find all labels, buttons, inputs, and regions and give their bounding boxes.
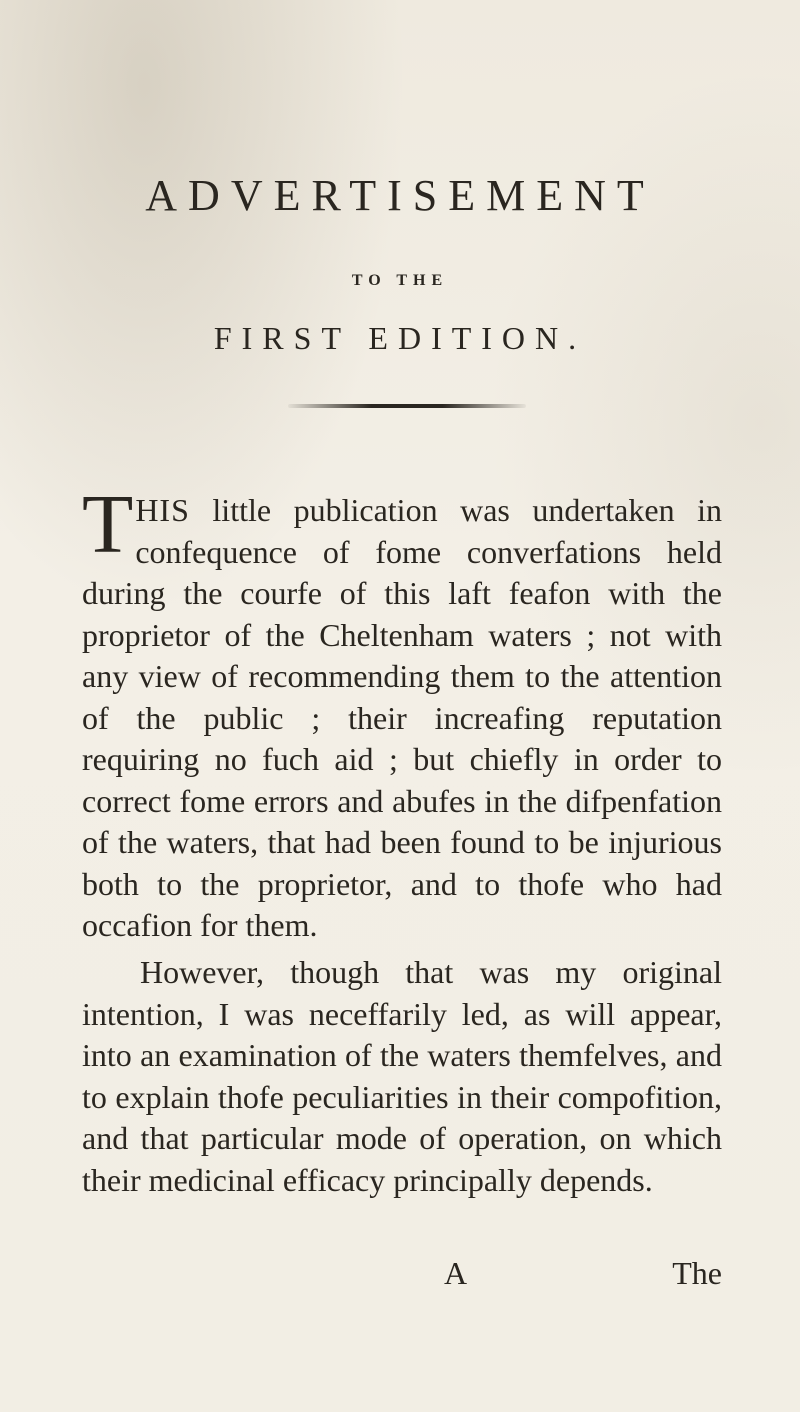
catchword: The xyxy=(672,1255,722,1291)
drop-cap: T xyxy=(82,478,134,571)
page-title: ADVERTISEMENT xyxy=(145,171,655,220)
page-footer xyxy=(82,1255,722,1299)
page-subtitle: TO THE xyxy=(351,272,449,289)
edition-title: FIRST EDITION. xyxy=(213,320,587,356)
signature-mark: A xyxy=(444,1255,468,1291)
paragraph-1-text: little publication was undertaken in confequence of fome converfations held during the courfe of this laft feafon with the proprietor of the Cheltenham waters ; not with any view of recommending them to the attention of the public ; their increafing reputation requiring no fuch aid ; but chiefly in order to correct fome errors and abufes in the difpenfation of the waters, that had been found to be injurious both to the proprietor, and to thofe who had occafion for them. xyxy=(82,492,722,943)
drop-cap-continuation: HIS xyxy=(135,492,190,528)
ornamental-rule xyxy=(288,404,526,408)
paragraph-1 xyxy=(82,478,722,947)
paragraph-2: However, though that was my original intention, I was neceffarily led, as will appear, into an examination of the waters themfelves, and to explain thofe peculiarities in their compofition, and that particular mode of operation, on which their medicinal efficacy principally depends. xyxy=(82,954,722,1198)
